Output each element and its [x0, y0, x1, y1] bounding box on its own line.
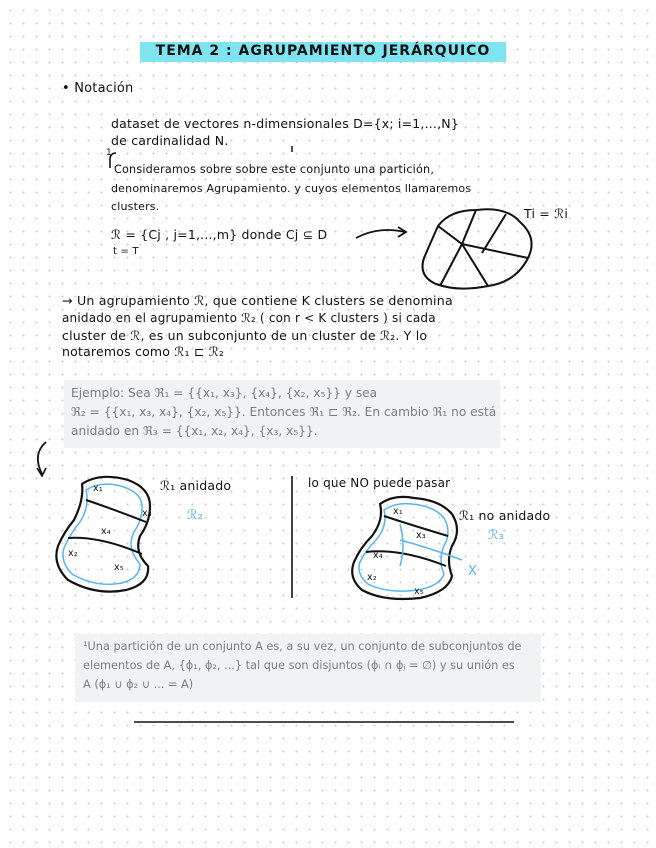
- example-line-1: Ejemplo: Sea ℜ₁ = {{x₁, x₃}, {x₄}, {x₂, x₅}} y sea: [71, 386, 378, 400]
- right-heading: lo que NO puede pasar: [308, 476, 451, 490]
- partition-line-2: denominaremos Agrupamiento. y cuyos elementos llamaremos: [111, 182, 472, 195]
- example-line-2: ℜ₂ = {{x₁, x₃, x₄}, {x₂, x₅}}. Entonces ℜ₁ ⊏ ℜ₂. En cambio ℜ₁ no está: [71, 405, 497, 419]
- nested-line-2: anidado en el agrupamiento ℛ₂ ( con r < K clusters ) si cada: [62, 311, 436, 325]
- page-title: TEMA 2 : AGRUPAMIENTO JERÁRQUICO: [155, 43, 491, 59]
- cross-label: X: [468, 564, 478, 579]
- notation-bullet: • Notación: [62, 81, 134, 96]
- point-label: x₂: [68, 548, 78, 559]
- point-label: x₃: [142, 508, 152, 519]
- nested-line-3: cluster de ℛ, es un subconjunto de un cluster de ℛ₂. Y lo: [62, 328, 428, 343]
- left-r1-label: ℛ₁ anidado: [160, 478, 232, 493]
- example-line-3: anidado en ℜ₃ = {{x₁, x₂, x₄}, {x₃, x₅}}.: [71, 424, 318, 438]
- partition-line-3: clusters.: [111, 200, 160, 213]
- footnote-marker: 1: [106, 148, 112, 158]
- footnote-line-2: elementos de A, {ϕ₁, ϕ₂, ...} tal que son disjuntos (ϕᵢ ∩ ϕⱼ = ∅) y su unión es: [83, 659, 515, 672]
- dataset-line-2: de cardinalidad N.: [111, 133, 229, 148]
- dataset-line-1: dataset de vectores n-dimensionales D={x; i=1,...,N}: [111, 116, 459, 131]
- right-r3-label: ℛ₃: [488, 528, 504, 543]
- point-label: x₁: [393, 506, 403, 517]
- nested-line-1: → Un agrupamiento ℛ, que contiene K clusters se denomina: [62, 293, 453, 308]
- footnote-line-1: ¹Una partición de un conjunto A es, a su vez, un conjunto de subconjuntos de: [83, 640, 522, 653]
- left-r2-label: ℛ₂: [187, 508, 203, 523]
- not-nested-diagram: [352, 497, 462, 599]
- point-label: x₄: [373, 550, 383, 561]
- partition-blob: [423, 209, 532, 288]
- arrow-to-blob: [356, 230, 405, 238]
- point-label: x₃: [416, 530, 426, 541]
- point-label: x₅: [414, 586, 424, 597]
- point-label: x₄: [101, 526, 111, 537]
- r-definition-sub: t = T: [113, 246, 139, 257]
- partition-label: Ti = ℛi: [524, 206, 568, 221]
- r-definition: ℛ = {Cj , j=1,...,m} donde Cj ⊆ D: [111, 227, 328, 242]
- point-label: x₁: [93, 483, 103, 494]
- nested-line-4: notaremos como ℛ₁ ⊏ ℛ₂: [62, 344, 225, 359]
- point-label: x₂: [367, 572, 377, 583]
- right-r1-label: ℛ₁ no anidado: [459, 508, 551, 523]
- point-label: x₅: [114, 562, 124, 573]
- partition-line-1: Consideramos sobre sobre este conjunto una partición,: [114, 163, 435, 176]
- footnote-line-3: A (ϕ₁ ∪ ϕ₂ ∪ ... = A): [83, 678, 194, 691]
- bracket-mark: [110, 153, 116, 168]
